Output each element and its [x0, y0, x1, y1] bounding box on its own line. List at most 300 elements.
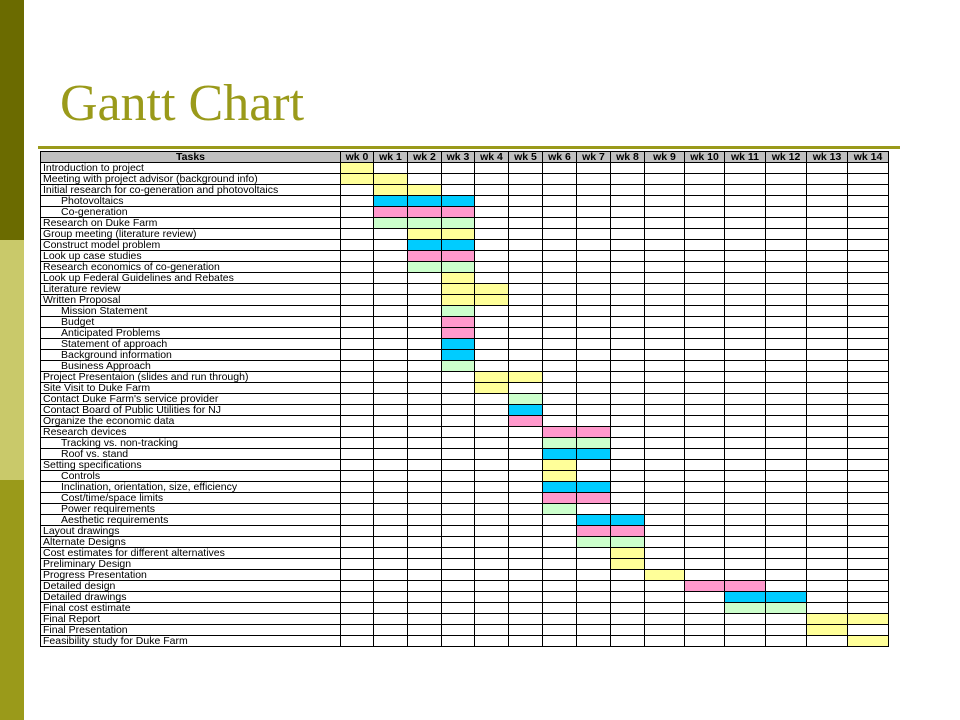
gantt-cell — [725, 548, 766, 559]
gantt-cell — [374, 438, 408, 449]
gantt-cell — [341, 317, 374, 328]
task-name: Feasibility study for Duke Farm — [41, 636, 341, 647]
gantt-cell — [577, 229, 611, 240]
gantt-cell — [509, 174, 543, 185]
gantt-cell — [475, 240, 509, 251]
gantt-cell — [374, 603, 408, 614]
gantt-cell — [807, 284, 848, 295]
gantt-cell — [475, 328, 509, 339]
task-row — [41, 339, 889, 350]
gantt-bar — [807, 614, 848, 625]
gantt-bar — [442, 339, 475, 350]
gantt-cell — [685, 218, 725, 229]
gantt-cell — [475, 636, 509, 647]
gantt-cell — [374, 460, 408, 471]
gantt-cell — [725, 229, 766, 240]
task-name: Organize the economic data — [41, 416, 341, 427]
gantt-cell — [685, 207, 725, 218]
gantt-bar — [848, 614, 889, 625]
gantt-cell — [685, 416, 725, 427]
gantt-cell — [611, 295, 645, 306]
task-name: Cost estimates for different alternatives — [41, 548, 341, 559]
gantt-cell — [807, 207, 848, 218]
gantt-cell — [685, 306, 725, 317]
gantt-cell — [848, 372, 889, 383]
gantt-cell — [848, 306, 889, 317]
gantt-cell — [725, 328, 766, 339]
gantt-cell — [807, 174, 848, 185]
gantt-cell — [341, 306, 374, 317]
gantt-cell — [475, 592, 509, 603]
gantt-cell — [645, 427, 685, 438]
gantt-cell — [848, 361, 889, 372]
gantt-cell — [577, 394, 611, 405]
gantt-cell — [509, 262, 543, 273]
gantt-cell — [685, 636, 725, 647]
gantt-bar — [408, 229, 442, 240]
gantt-cell — [543, 581, 577, 592]
gantt-cell — [577, 460, 611, 471]
gantt-cell — [341, 218, 374, 229]
gantt-bar — [611, 559, 645, 570]
gantt-cell — [577, 636, 611, 647]
task-row — [41, 361, 889, 372]
gantt-cell — [807, 350, 848, 361]
gantt-cell — [341, 449, 374, 460]
task-name: Meeting with project advisor (background info) — [41, 174, 341, 185]
gantt-cell — [685, 383, 725, 394]
gantt-bar — [543, 449, 577, 460]
side-bar-top — [0, 0, 24, 240]
gantt-cell — [611, 383, 645, 394]
gantt-bar — [725, 603, 766, 614]
gantt-bar — [543, 438, 577, 449]
gantt-cell — [766, 427, 807, 438]
gantt-cell — [543, 614, 577, 625]
gantt-cell — [341, 438, 374, 449]
gantt-cell — [509, 493, 543, 504]
task-row — [41, 251, 889, 262]
gantt-cell — [374, 526, 408, 537]
gantt-cell — [766, 196, 807, 207]
gantt-cell — [645, 174, 685, 185]
gantt-cell — [577, 372, 611, 383]
gantt-cell — [543, 350, 577, 361]
gantt-cell — [611, 581, 645, 592]
gantt-cell — [442, 460, 475, 471]
gantt-cell — [611, 240, 645, 251]
gantt-cell — [341, 361, 374, 372]
gantt-cell — [577, 471, 611, 482]
gantt-cell — [685, 328, 725, 339]
gantt-cell — [685, 603, 725, 614]
gantt-cell — [685, 372, 725, 383]
gantt-cell — [685, 273, 725, 284]
gantt-cell — [766, 537, 807, 548]
task-name: Setting specifications — [41, 460, 341, 471]
gantt-cell — [408, 548, 442, 559]
gantt-cell — [611, 372, 645, 383]
gantt-cell — [374, 482, 408, 493]
task-row — [41, 482, 889, 493]
gantt-cell — [725, 174, 766, 185]
task-row — [41, 163, 889, 174]
gantt-cell — [341, 559, 374, 570]
gantt-cell — [725, 317, 766, 328]
gantt-cell — [645, 306, 685, 317]
gantt-cell — [685, 548, 725, 559]
gantt-cell — [807, 548, 848, 559]
gantt-cell — [442, 548, 475, 559]
gantt-cell — [807, 196, 848, 207]
gantt-cell — [408, 339, 442, 350]
gantt-cell — [577, 339, 611, 350]
gantt-cell — [475, 416, 509, 427]
gantt-bar — [475, 284, 509, 295]
gantt-cell — [766, 372, 807, 383]
gantt-bar — [577, 449, 611, 460]
gantt-cell — [577, 273, 611, 284]
gantt-cell — [611, 350, 645, 361]
gantt-cell — [645, 207, 685, 218]
gantt-cell — [341, 548, 374, 559]
gantt-cell — [645, 438, 685, 449]
gantt-cell — [766, 350, 807, 361]
gantt-cell — [848, 339, 889, 350]
gantt-cell — [509, 581, 543, 592]
gantt-cell — [685, 196, 725, 207]
gantt-cell — [374, 240, 408, 251]
title-rule — [38, 146, 900, 149]
gantt-cell — [341, 394, 374, 405]
gantt-cell — [645, 526, 685, 537]
task-name: Introduction to project — [41, 163, 341, 174]
gantt-cell — [685, 438, 725, 449]
task-name: Cost/time/space limits — [41, 493, 341, 504]
gantt-cell — [807, 493, 848, 504]
gantt-cell — [509, 339, 543, 350]
gantt-cell — [685, 185, 725, 196]
gantt-cell — [611, 625, 645, 636]
gantt-cell — [509, 295, 543, 306]
gantt-cell — [577, 504, 611, 515]
gantt-cell — [543, 174, 577, 185]
task-row — [41, 449, 889, 460]
gantt-cell — [475, 449, 509, 460]
gantt-cell — [685, 295, 725, 306]
gantt-cell — [509, 625, 543, 636]
gantt-cell — [341, 185, 374, 196]
gantt-cell — [442, 592, 475, 603]
gantt-cell — [408, 306, 442, 317]
gantt-cell — [685, 240, 725, 251]
gantt-cell — [509, 603, 543, 614]
gantt-cell — [848, 229, 889, 240]
gantt-cell — [645, 548, 685, 559]
gantt-cell — [685, 625, 725, 636]
gantt-cell — [807, 185, 848, 196]
task-name: Aesthetic requirements — [41, 515, 341, 526]
gantt-cell — [374, 284, 408, 295]
task-name: Business Approach — [41, 361, 341, 372]
gantt-cell — [611, 504, 645, 515]
gantt-cell — [341, 493, 374, 504]
gantt-bar — [685, 581, 725, 592]
gantt-cell — [509, 229, 543, 240]
gantt-cell — [766, 460, 807, 471]
gantt-cell — [807, 515, 848, 526]
gantt-cell — [611, 482, 645, 493]
gantt-cell — [645, 240, 685, 251]
gantt-bar — [611, 515, 645, 526]
gantt-cell — [611, 427, 645, 438]
gantt-cell — [577, 163, 611, 174]
gantt-cell — [611, 251, 645, 262]
gantt-cell — [611, 196, 645, 207]
gantt-cell — [408, 295, 442, 306]
gantt-cell — [577, 306, 611, 317]
gantt-cell — [807, 240, 848, 251]
gantt-cell — [509, 515, 543, 526]
gantt-bar — [442, 295, 475, 306]
gantt-cell — [611, 592, 645, 603]
task-name: Final Presentation — [41, 625, 341, 636]
week-header: wk 9 — [645, 152, 685, 163]
gantt-cell — [766, 614, 807, 625]
gantt-bar — [577, 482, 611, 493]
task-name: Preliminary Design — [41, 559, 341, 570]
gantt-cell — [408, 636, 442, 647]
gantt-cell — [766, 449, 807, 460]
gantt-cell — [442, 526, 475, 537]
gantt-cell — [848, 548, 889, 559]
task-row — [41, 185, 889, 196]
task-row — [41, 526, 889, 537]
gantt-cell — [475, 427, 509, 438]
gantt-cell — [543, 537, 577, 548]
gantt-bar — [341, 174, 374, 185]
gantt-cell — [341, 603, 374, 614]
gantt-cell — [475, 262, 509, 273]
gantt-cell — [611, 438, 645, 449]
gantt-cell — [509, 526, 543, 537]
gantt-cell — [766, 581, 807, 592]
gantt-cell — [374, 295, 408, 306]
gantt-cell — [408, 526, 442, 537]
gantt-cell — [374, 361, 408, 372]
gantt-cell — [725, 438, 766, 449]
gantt-cell — [725, 295, 766, 306]
task-name: Research economics of co-generation — [41, 262, 341, 273]
task-name: Inclination, orientation, size, efficiency — [41, 482, 341, 493]
task-name: Final cost estimate — [41, 603, 341, 614]
gantt-cell — [725, 339, 766, 350]
gantt-cell — [685, 361, 725, 372]
gantt-cell — [374, 493, 408, 504]
gantt-cell — [374, 383, 408, 394]
gantt-cell — [408, 482, 442, 493]
gantt-cell — [577, 284, 611, 295]
task-name: Initial research for co-generation and photovoltaics — [41, 185, 341, 196]
gantt-cell — [475, 405, 509, 416]
gantt-cell — [645, 559, 685, 570]
gantt-cell — [766, 328, 807, 339]
side-bar-middle — [0, 240, 24, 480]
gantt-cell — [475, 218, 509, 229]
tasks-header: Tasks — [41, 152, 341, 163]
gantt-bar — [543, 504, 577, 515]
gantt-cell — [577, 207, 611, 218]
task-row — [41, 273, 889, 284]
gantt-cell — [725, 163, 766, 174]
task-name: Controls — [41, 471, 341, 482]
gantt-cell — [509, 614, 543, 625]
header-row — [41, 152, 889, 163]
gantt-cell — [341, 471, 374, 482]
gantt-cell — [408, 284, 442, 295]
gantt-cell — [374, 471, 408, 482]
gantt-cell — [766, 207, 807, 218]
gantt-cell — [766, 493, 807, 504]
task-row — [41, 592, 889, 603]
task-row — [41, 427, 889, 438]
gantt-cell — [374, 405, 408, 416]
gantt-cell — [475, 306, 509, 317]
gantt-cell — [374, 559, 408, 570]
gantt-cell — [408, 416, 442, 427]
gantt-cell — [685, 317, 725, 328]
gantt-bar — [442, 361, 475, 372]
gantt-cell — [408, 504, 442, 515]
gantt-cell — [543, 361, 577, 372]
gantt-cell — [341, 240, 374, 251]
gantt-cell — [475, 581, 509, 592]
gantt-bar — [725, 581, 766, 592]
gantt-cell — [577, 196, 611, 207]
gantt-cell — [848, 273, 889, 284]
gantt-cell — [766, 306, 807, 317]
gantt-bar — [509, 372, 543, 383]
task-row — [41, 493, 889, 504]
gantt-bar — [577, 438, 611, 449]
gantt-cell — [374, 317, 408, 328]
gantt-cell — [611, 449, 645, 460]
week-header: wk 13 — [807, 152, 848, 163]
gantt-bar — [577, 537, 611, 548]
gantt-cell — [611, 328, 645, 339]
gantt-cell — [374, 570, 408, 581]
gantt-cell — [442, 537, 475, 548]
task-name: Progress Presentation — [41, 570, 341, 581]
gantt-cell — [766, 218, 807, 229]
gantt-bar — [374, 218, 408, 229]
gantt-cell — [509, 196, 543, 207]
gantt-cell — [848, 295, 889, 306]
gantt-cell — [442, 603, 475, 614]
gantt-bar — [475, 383, 509, 394]
gantt-cell — [685, 350, 725, 361]
gantt-bar — [509, 405, 543, 416]
gantt-cell — [374, 614, 408, 625]
week-header: wk 1 — [374, 152, 408, 163]
gantt-bar — [577, 493, 611, 504]
gantt-cell — [807, 229, 848, 240]
gantt-bar — [442, 273, 475, 284]
gantt-cell — [611, 273, 645, 284]
gantt-cell — [543, 262, 577, 273]
gantt-bar — [341, 163, 374, 174]
task-row — [41, 559, 889, 570]
gantt-cell — [766, 229, 807, 240]
gantt-bar — [611, 537, 645, 548]
gantt-cell — [645, 482, 685, 493]
gantt-cell — [442, 515, 475, 526]
gantt-cell — [442, 163, 475, 174]
gantt-cell — [611, 471, 645, 482]
task-row — [41, 515, 889, 526]
gantt-cell — [766, 570, 807, 581]
task-name: Construct model problem — [41, 240, 341, 251]
gantt-cell — [341, 482, 374, 493]
gantt-cell — [475, 559, 509, 570]
gantt-cell — [442, 405, 475, 416]
gantt-cell — [442, 427, 475, 438]
gantt-cell — [408, 273, 442, 284]
gantt-cell — [577, 361, 611, 372]
task-name: Contact Board of Public Utilities for NJ — [41, 405, 341, 416]
gantt-cell — [645, 614, 685, 625]
gantt-cell — [611, 493, 645, 504]
gantt-cell — [685, 427, 725, 438]
gantt-cell — [611, 163, 645, 174]
task-name: Photovoltaics — [41, 196, 341, 207]
gantt-bar — [374, 174, 408, 185]
gantt-cell — [408, 317, 442, 328]
task-name: Group meeting (literature review) — [41, 229, 341, 240]
gantt-cell — [645, 383, 685, 394]
gantt-cell — [374, 306, 408, 317]
week-header: wk 2 — [408, 152, 442, 163]
gantt-cell — [645, 251, 685, 262]
task-name: Final Report — [41, 614, 341, 625]
task-name: Project Presentaion (slides and run through) — [41, 372, 341, 383]
task-name: Roof vs. stand — [41, 449, 341, 460]
gantt-cell — [543, 196, 577, 207]
gantt-cell — [374, 416, 408, 427]
gantt-cell — [725, 372, 766, 383]
week-header: wk 8 — [611, 152, 645, 163]
gantt-bar — [374, 185, 408, 196]
gantt-cell — [685, 570, 725, 581]
gantt-cell — [766, 163, 807, 174]
gantt-cell — [408, 427, 442, 438]
gantt-cell — [341, 405, 374, 416]
gantt-table — [40, 151, 889, 647]
gantt-cell — [374, 339, 408, 350]
gantt-bar — [442, 229, 475, 240]
gantt-cell — [341, 196, 374, 207]
task-name: Site Visit to Duke Farm — [41, 383, 341, 394]
gantt-cell — [374, 251, 408, 262]
gantt-cell — [543, 416, 577, 427]
gantt-cell — [408, 438, 442, 449]
gantt-cell — [408, 361, 442, 372]
gantt-cell — [509, 504, 543, 515]
gantt-cell — [725, 196, 766, 207]
gantt-cell — [577, 581, 611, 592]
gantt-cell — [475, 570, 509, 581]
gantt-cell — [611, 306, 645, 317]
